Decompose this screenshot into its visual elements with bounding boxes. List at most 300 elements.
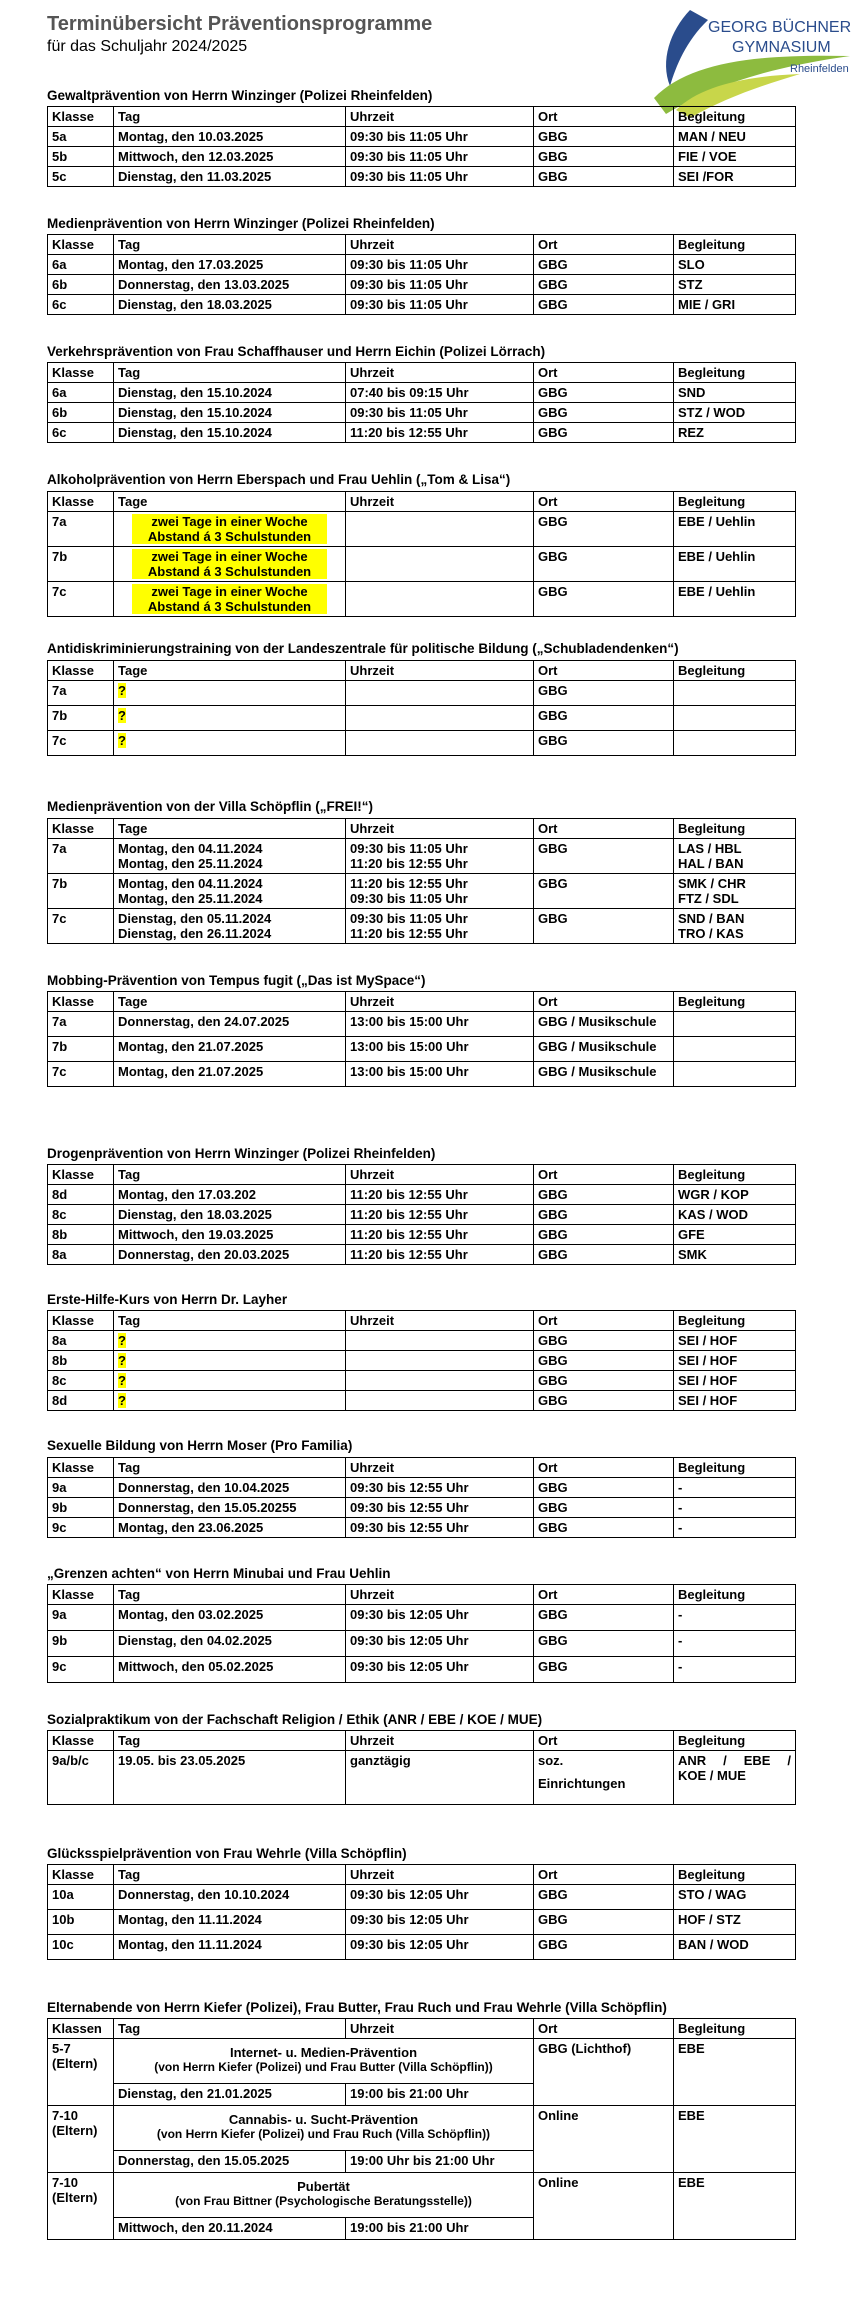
cell-klasse: 7a bbox=[48, 1012, 114, 1037]
cell-uhrzeit: 11:20 bis 12:55 Uhr bbox=[346, 1205, 534, 1225]
column-header-tag: Tag bbox=[114, 1865, 346, 1885]
cell-tag: Montag, den 17.03.202 bbox=[114, 1185, 346, 1205]
cell-tag: Montag, den 11.11.2024 bbox=[114, 1910, 346, 1935]
cell-begleitung bbox=[674, 839, 796, 874]
table-row bbox=[48, 1478, 796, 1498]
cell-uhrzeit: 09:30 bis 11:05 Uhr bbox=[346, 295, 534, 315]
table-row bbox=[48, 255, 796, 275]
cell-uhrzeit: 09:30 bis 12:55 Uhr bbox=[346, 1498, 534, 1518]
section-title: Gewaltprävention von Herrn Winzinger (Polizei Rheinfelden) bbox=[47, 88, 433, 103]
cell-tag: Dienstag, den 18.03.2025 bbox=[114, 295, 346, 315]
column-header-ort: Ort bbox=[534, 492, 674, 512]
note-line: zwei Tage in einer Woche bbox=[151, 514, 308, 529]
cell-klasse: 6b bbox=[48, 275, 114, 295]
cell-ort: GBG bbox=[534, 1885, 674, 1910]
cell-tag bbox=[114, 909, 346, 944]
unknown-date-marker: ? bbox=[118, 733, 126, 748]
cell-uhrzeit bbox=[346, 1331, 534, 1351]
highlighted-note bbox=[132, 584, 327, 614]
cell-uhrzeit: 09:30 bis 12:05 Uhr bbox=[346, 1885, 534, 1910]
column-header-uhrzeit: Uhrzeit bbox=[346, 661, 534, 681]
logo-line2: GYMNASIUM bbox=[732, 39, 831, 56]
cell-klasse: 9a bbox=[48, 1478, 114, 1498]
column-header-tag: Tag bbox=[114, 363, 346, 383]
cell-klasse: 6a bbox=[48, 255, 114, 275]
evening-row bbox=[48, 2173, 796, 2218]
cell-ort: GBG bbox=[534, 295, 674, 315]
column-header-begleitung: Begleitung bbox=[674, 661, 796, 681]
cell-tag bbox=[114, 547, 346, 582]
cell-klasse: 7c bbox=[48, 731, 114, 756]
column-header-ort: Ort bbox=[534, 1165, 674, 1185]
cell-ort: GBG bbox=[534, 1910, 674, 1935]
section-title: Drogenprävention von Herrn Winzinger (Polizei Rheinfelden) bbox=[47, 1146, 436, 1161]
table-row bbox=[48, 582, 796, 617]
cell-begleitung: SLO bbox=[674, 255, 796, 275]
cell-klasse: 8b bbox=[48, 1351, 114, 1371]
table-row bbox=[48, 1225, 796, 1245]
page-subtitle: für das Schuljahr 2024/2025 bbox=[47, 38, 248, 55]
table-row bbox=[48, 681, 796, 706]
cell-klasse: 8d bbox=[48, 1185, 114, 1205]
cell-tag: Mittwoch, den 12.03.2025 bbox=[114, 147, 346, 167]
cell-ort: GBG bbox=[534, 1605, 674, 1631]
schedule-table bbox=[47, 362, 796, 443]
table-row bbox=[48, 1185, 796, 1205]
unknown-date-marker: ? bbox=[118, 683, 126, 698]
cell-ort: GBG bbox=[534, 1391, 674, 1411]
table-row bbox=[48, 1037, 796, 1062]
cell-begleitung: - bbox=[674, 1498, 796, 1518]
cell-klasse: 8a bbox=[48, 1245, 114, 1265]
table-row bbox=[48, 1351, 796, 1371]
section-title: Medienprävention von der Villa Schöpflin („FREI!“) bbox=[47, 799, 374, 814]
cell-uhrzeit: 13:00 bis 15:00 Uhr bbox=[346, 1037, 534, 1062]
column-header-ort: Ort bbox=[534, 363, 674, 383]
column-header-uhrzeit: Uhrzeit bbox=[346, 1165, 534, 1185]
table-row bbox=[48, 1205, 796, 1225]
cell-begleitung: WGR / KOP bbox=[674, 1185, 796, 1205]
cell-ort: GBG bbox=[534, 147, 674, 167]
column-header-tag: Tage bbox=[114, 492, 346, 512]
column-header-begleitung: Begleitung bbox=[674, 235, 796, 255]
table-row bbox=[48, 1657, 796, 1683]
cell-klasse bbox=[48, 2173, 114, 2240]
note-line: zwei Tage in einer Woche bbox=[151, 584, 308, 599]
cell-klasse: 6b bbox=[48, 403, 114, 423]
cell-klasse bbox=[48, 2106, 114, 2173]
cell-ort: GBG bbox=[534, 1657, 674, 1683]
cell-uhrzeit: 09:30 bis 12:05 Uhr bbox=[346, 1605, 534, 1631]
cell-line: Montag, den 25.11.2024 bbox=[118, 891, 263, 906]
column-header-begleitung: Begleitung bbox=[674, 1585, 796, 1605]
table-row bbox=[48, 731, 796, 756]
unknown-date-marker: ? bbox=[118, 1353, 126, 1368]
cell-ort: GBG bbox=[534, 383, 674, 403]
cell-klasse: 7b bbox=[48, 547, 114, 582]
cell-klasse: 6a bbox=[48, 383, 114, 403]
evening-topic-organizer: (von Herrn Kiefer (Polizei) und Frau Ruch (Villa Schöpflin)) bbox=[156, 2127, 491, 2141]
evening-row bbox=[48, 2039, 796, 2084]
cell-ort: GBG bbox=[534, 681, 674, 706]
cell-uhrzeit: 11:20 bis 12:55 Uhr bbox=[346, 1225, 534, 1245]
cell-uhrzeit bbox=[346, 582, 534, 617]
cell-begleitung: KAS / WOD bbox=[674, 1205, 796, 1225]
column-header-uhrzeit: Uhrzeit bbox=[346, 1311, 534, 1331]
column-header-ort: Ort bbox=[534, 819, 674, 839]
cell-line: HAL / BAN bbox=[678, 856, 744, 871]
cell-begleitung: EBE bbox=[674, 2039, 796, 2106]
cell-ort: GBG / Musikschule bbox=[534, 1012, 674, 1037]
cell-begleitung: MAN / NEU bbox=[674, 127, 796, 147]
cell-klasse: 8d bbox=[48, 1391, 114, 1411]
cell-tag: Mittwoch, den 05.02.2025 bbox=[114, 1657, 346, 1683]
cell-klasse: 7a bbox=[48, 512, 114, 547]
column-header-tag: Tage bbox=[114, 992, 346, 1012]
cell-ort: GBG bbox=[534, 1371, 674, 1391]
cell-ort: GBG bbox=[534, 167, 674, 187]
table-row bbox=[48, 547, 796, 582]
schedule-table bbox=[47, 234, 796, 315]
cell-uhrzeit: 09:30 bis 12:55 Uhr bbox=[346, 1478, 534, 1498]
cell-line: Montag, den 25.11.2024 bbox=[118, 856, 263, 871]
table-row bbox=[48, 706, 796, 731]
table-header-row bbox=[48, 992, 796, 1012]
column-header-klasse: Klasse bbox=[48, 1865, 114, 1885]
column-header-klasse: Klasse bbox=[48, 1311, 114, 1331]
klasse-line: 7-10 bbox=[52, 2108, 79, 2123]
cell-ort: GBG bbox=[534, 1245, 674, 1265]
cell-begleitung: STO / WAG bbox=[674, 1885, 796, 1910]
cell-tag bbox=[114, 512, 346, 547]
cell-tag bbox=[114, 1351, 346, 1371]
schedule-table bbox=[47, 818, 796, 944]
cell-ort: GBG bbox=[534, 839, 674, 874]
cell-begleitung: SEI / HOF bbox=[674, 1391, 796, 1411]
cell-uhrzeit: 11:20 bis 12:55 Uhr bbox=[346, 1245, 534, 1265]
cell-uhrzeit: 13:00 bis 15:00 Uhr bbox=[346, 1012, 534, 1037]
cell-uhrzeit: 09:30 bis 12:55 Uhr bbox=[346, 1518, 534, 1538]
table-row bbox=[48, 1885, 796, 1910]
cell-ort: GBG / Musikschule bbox=[534, 1062, 674, 1087]
table-row bbox=[48, 295, 796, 315]
column-header-tag: Tag bbox=[114, 1731, 346, 1751]
cell-begleitung bbox=[674, 1037, 796, 1062]
cell-uhrzeit: 19:00 bis 21:00 Uhr bbox=[346, 2218, 534, 2240]
table-row bbox=[48, 909, 796, 944]
cell-uhrzeit bbox=[346, 1351, 534, 1371]
cell-begleitung: HOF / STZ bbox=[674, 1910, 796, 1935]
cell-klasse: 8a bbox=[48, 1331, 114, 1351]
cell-begleitung: MIE / GRI bbox=[674, 295, 796, 315]
schedule-table bbox=[47, 106, 796, 187]
column-header-begleitung: Begleitung bbox=[674, 2019, 796, 2039]
cell-line: TRO / KAS bbox=[678, 926, 744, 941]
cell-klasse: 9c bbox=[48, 1657, 114, 1683]
cell-begleitung: - bbox=[674, 1631, 796, 1657]
cell-tag: Dienstag, den 15.10.2024 bbox=[114, 403, 346, 423]
table-header-row bbox=[48, 1458, 796, 1478]
cell-ort: GBG bbox=[534, 403, 674, 423]
cell-tag: Dienstag, den 15.10.2024 bbox=[114, 383, 346, 403]
cell-begleitung: - bbox=[674, 1605, 796, 1631]
column-header-ort: Ort bbox=[534, 1731, 674, 1751]
cell-klasse: 9a/b/c bbox=[48, 1751, 114, 1805]
schedule-table bbox=[47, 1310, 796, 1411]
cell-ort: GBG bbox=[534, 1631, 674, 1657]
klasse-line: (Eltern) bbox=[52, 2123, 98, 2138]
cell-line: 09:30 bis 11:05 Uhr bbox=[350, 891, 468, 906]
cell-uhrzeit bbox=[346, 1371, 534, 1391]
table-row bbox=[48, 1331, 796, 1351]
cell-begleitung: - bbox=[674, 1657, 796, 1683]
column-header-begleitung: Begleitung bbox=[674, 992, 796, 1012]
table-row bbox=[48, 874, 796, 909]
cell-klasse: 9b bbox=[48, 1498, 114, 1518]
cell-ort: GBG bbox=[534, 1331, 674, 1351]
table-header-row bbox=[48, 1165, 796, 1185]
cell-tag bbox=[114, 731, 346, 756]
cell-klasse: 10c bbox=[48, 1935, 114, 1960]
cell-tag: Donnerstag, den 20.03.2025 bbox=[114, 1245, 346, 1265]
cell-line: 11:20 bis 12:55 Uhr bbox=[350, 876, 468, 891]
table-row bbox=[48, 839, 796, 874]
table-row bbox=[48, 1245, 796, 1265]
cell-klasse: 5a bbox=[48, 127, 114, 147]
cell-tag: Dienstag, den 04.02.2025 bbox=[114, 1631, 346, 1657]
cell-ort: GBG bbox=[534, 731, 674, 756]
cell-uhrzeit: 09:30 bis 12:05 Uhr bbox=[346, 1910, 534, 1935]
cell-klasse: 9b bbox=[48, 1631, 114, 1657]
cell-tag bbox=[114, 1331, 346, 1351]
cell-begleitung bbox=[674, 909, 796, 944]
cell-begleitung: - bbox=[674, 1518, 796, 1538]
cell-ort: Online bbox=[534, 2173, 674, 2240]
table-row bbox=[48, 1498, 796, 1518]
cell-uhrzeit bbox=[346, 839, 534, 874]
schedule-table bbox=[47, 1584, 796, 1683]
cell-line: Montag, den 04.11.2024 bbox=[118, 841, 263, 856]
cell-line: 09:30 bis 11:05 Uhr bbox=[350, 841, 468, 856]
section-title: „Grenzen achten“ von Herrn Minubai und Frau Uehlin bbox=[47, 1566, 391, 1581]
note-line: Abstand á 3 Schulstunden bbox=[147, 564, 312, 579]
table-row bbox=[48, 512, 796, 547]
cell-tag bbox=[114, 582, 346, 617]
column-header-uhrzeit: Uhrzeit bbox=[346, 363, 534, 383]
cell-uhrzeit bbox=[346, 909, 534, 944]
cell-begleitung bbox=[674, 706, 796, 731]
column-header-tag: Tag bbox=[114, 1585, 346, 1605]
cell-uhrzeit: 19:00 Uhr bis 21:00 Uhr bbox=[346, 2151, 534, 2173]
column-header-klasse: Klasse bbox=[48, 363, 114, 383]
cell-klasse: 5c bbox=[48, 167, 114, 187]
cell-klasse: 10a bbox=[48, 1885, 114, 1910]
klasse-line: 5-7 bbox=[52, 2041, 71, 2056]
column-header-klasse: Klasse bbox=[48, 1731, 114, 1751]
section-title: Verkehrsprävention von Frau Schaffhauser und Herrn Eichin (Polizei Lörrach) bbox=[47, 344, 546, 359]
column-header-uhrzeit: Uhrzeit bbox=[346, 1585, 534, 1605]
cell-tag: Mittwoch, den 20.11.2024 bbox=[114, 2218, 346, 2240]
evening-row bbox=[48, 2106, 796, 2151]
cell-ort bbox=[534, 1751, 674, 1805]
column-header-klasse: Klasse bbox=[48, 1585, 114, 1605]
table-header-row bbox=[48, 661, 796, 681]
cell-tag: Montag, den 17.03.2025 bbox=[114, 255, 346, 275]
cell-ort: Online bbox=[534, 2106, 674, 2173]
column-header-klasse: Klasse bbox=[48, 992, 114, 1012]
cell-klasse: 8c bbox=[48, 1205, 114, 1225]
cell-ort: GBG bbox=[534, 874, 674, 909]
cell-tag bbox=[114, 1391, 346, 1411]
evening-topic-title: Internet- u. Medien-Prävention bbox=[229, 2045, 418, 2060]
cell-ort: GBG bbox=[534, 275, 674, 295]
table-row bbox=[48, 383, 796, 403]
cell-ort: GBG bbox=[534, 1518, 674, 1538]
cell-tag: Mittwoch, den 19.03.2025 bbox=[114, 1225, 346, 1245]
cell-tag bbox=[114, 839, 346, 874]
column-header-ort: Ort bbox=[534, 1311, 674, 1331]
evening-topic bbox=[114, 2173, 534, 2218]
cell-klasse: 6c bbox=[48, 423, 114, 443]
cell-ort: GBG bbox=[534, 1225, 674, 1245]
column-header-klasse: Klasse bbox=[48, 107, 114, 127]
cell-begleitung bbox=[674, 874, 796, 909]
table-row bbox=[48, 167, 796, 187]
page-title: Terminübersicht Präventionsprogramme bbox=[47, 13, 433, 35]
cell-tag: Donnerstag, den 13.03.2025 bbox=[114, 275, 346, 295]
table-row bbox=[48, 423, 796, 443]
cell-klasse: 6c bbox=[48, 295, 114, 315]
cell-uhrzeit: 09:30 bis 12:05 Uhr bbox=[346, 1631, 534, 1657]
evening-topic bbox=[114, 2039, 534, 2084]
column-header-ort: Ort bbox=[534, 107, 674, 127]
cell-begleitung: SEI / HOF bbox=[674, 1351, 796, 1371]
table-header-row bbox=[48, 1585, 796, 1605]
cell-uhrzeit: 09:30 bis 12:05 Uhr bbox=[346, 1657, 534, 1683]
column-header-uhrzeit: Uhrzeit bbox=[346, 492, 534, 512]
cell-tag bbox=[114, 706, 346, 731]
column-header-uhrzeit: Uhrzeit bbox=[346, 107, 534, 127]
cell-begleitung: SEI /FOR bbox=[674, 167, 796, 187]
cell-klasse: 7c bbox=[48, 582, 114, 617]
evening-topic bbox=[114, 2106, 534, 2151]
cell-ort: GBG bbox=[534, 547, 674, 582]
cell-uhrzeit bbox=[346, 512, 534, 547]
schedule-table bbox=[47, 1457, 796, 1538]
cell-tag: Dienstag, den 18.03.2025 bbox=[114, 1205, 346, 1225]
schedule-table bbox=[47, 2018, 796, 2240]
cell-begleitung: SEI / HOF bbox=[674, 1371, 796, 1391]
evening-topic-organizer: (von Frau Bittner (Psychologische Beratungsstelle)) bbox=[175, 2194, 472, 2208]
section-title: Erste-Hilfe-Kurs von Herrn Dr. Layher bbox=[47, 1292, 288, 1307]
cell-tag bbox=[114, 874, 346, 909]
column-header-tag: Tag bbox=[114, 235, 346, 255]
cell-begleitung bbox=[674, 1062, 796, 1087]
cell-klasse: 8c bbox=[48, 1371, 114, 1391]
schedule-table bbox=[47, 491, 796, 617]
cell-begleitung: STZ / WOD bbox=[674, 403, 796, 423]
cell-uhrzeit: 09:30 bis 11:05 Uhr bbox=[346, 167, 534, 187]
cell-uhrzeit bbox=[346, 547, 534, 582]
cell-tag: Donnerstag, den 10.04.2025 bbox=[114, 1478, 346, 1498]
cell-begleitung: REZ bbox=[674, 423, 796, 443]
column-header-tag: Tag bbox=[114, 2019, 346, 2039]
column-header-begleitung: Begleitung bbox=[674, 492, 796, 512]
column-header-klasse: Klasse bbox=[48, 235, 114, 255]
section-title: Mobbing-Prävention von Tempus fugit („Das ist MySpace“) bbox=[47, 973, 426, 988]
cell-klasse: 8b bbox=[48, 1225, 114, 1245]
cell-begleitung: EBE / Uehlin bbox=[674, 547, 796, 582]
column-header-begleitung: Begleitung bbox=[674, 363, 796, 383]
column-header-uhrzeit: Uhrzeit bbox=[346, 992, 534, 1012]
cell-klasse: 7b bbox=[48, 1037, 114, 1062]
cell-begleitung: SND bbox=[674, 383, 796, 403]
schedule-table bbox=[47, 991, 796, 1087]
cell-begleitung: GFE bbox=[674, 1225, 796, 1245]
column-header-tag: Tag bbox=[114, 107, 346, 127]
cell-uhrzeit bbox=[346, 1391, 534, 1411]
note-line: Abstand á 3 Schulstunden bbox=[147, 599, 312, 614]
table-row bbox=[48, 1605, 796, 1631]
column-header-ort: Ort bbox=[534, 235, 674, 255]
cell-ort: GBG bbox=[534, 909, 674, 944]
unknown-date-marker: ? bbox=[118, 1393, 126, 1408]
cell-line: 11:20 bis 12:55 Uhr bbox=[350, 926, 468, 941]
cell-ort: GBG bbox=[534, 1351, 674, 1371]
column-header-tag: Tag bbox=[114, 1311, 346, 1331]
cell-uhrzeit: 09:30 bis 11:05 Uhr bbox=[346, 275, 534, 295]
cell-begleitung: STZ bbox=[674, 275, 796, 295]
cell-begleitung: - bbox=[674, 1478, 796, 1498]
section-title: Medienprävention von Herrn Winzinger (Polizei Rheinfelden) bbox=[47, 216, 435, 231]
column-header-ort: Ort bbox=[534, 2019, 674, 2039]
section-title: Sozialpraktikum von der Fachschaft Religion / Ethik (ANR / EBE / KOE / MUE) bbox=[47, 1712, 543, 1727]
cell-klasse: 7a bbox=[48, 681, 114, 706]
schedule-table bbox=[47, 1164, 796, 1265]
section-title: Antidiskriminierungstraining von der Landeszentrale für politische Bildung („Schubladendenken“) bbox=[47, 641, 679, 656]
cell-ort: GBG bbox=[534, 582, 674, 617]
unknown-date-marker: ? bbox=[118, 1373, 126, 1388]
cell-tag: Montag, den 23.06.2025 bbox=[114, 1518, 346, 1538]
klasse-line: 7-10 bbox=[52, 2175, 79, 2190]
cell-tag: Dienstag, den 11.03.2025 bbox=[114, 167, 346, 187]
column-header-begleitung: Begleitung bbox=[674, 1731, 796, 1751]
table-header-row bbox=[48, 235, 796, 255]
cell-ort: GBG bbox=[534, 423, 674, 443]
table-row bbox=[48, 147, 796, 167]
column-header-begleitung: Begleitung bbox=[674, 819, 796, 839]
table-header-row bbox=[48, 1865, 796, 1885]
table-header-row bbox=[48, 107, 796, 127]
column-header-uhrzeit: Uhrzeit bbox=[346, 1865, 534, 1885]
column-header-ort: Ort bbox=[534, 1585, 674, 1605]
cell-ort: GBG bbox=[534, 1478, 674, 1498]
column-header-begleitung: Begleitung bbox=[674, 107, 796, 127]
column-header-ort: Ort bbox=[534, 1458, 674, 1478]
table-header-row bbox=[48, 1311, 796, 1331]
table-row bbox=[48, 275, 796, 295]
column-header-tag: Tage bbox=[114, 661, 346, 681]
evening-topic-title: Cannabis- u. Sucht-Prävention bbox=[228, 2112, 419, 2127]
section-title: Glücksspielprävention von Frau Wehrle (Villa Schöpflin) bbox=[47, 1846, 407, 1861]
cell-tag: Montag, den 21.07.2025 bbox=[114, 1037, 346, 1062]
cell-uhrzeit: 09:30 bis 12:05 Uhr bbox=[346, 1935, 534, 1960]
highlighted-note bbox=[132, 514, 327, 544]
cell-uhrzeit: 19:00 bis 21:00 Uhr bbox=[346, 2084, 534, 2106]
cell-uhrzeit bbox=[346, 731, 534, 756]
column-header-tag: Tag bbox=[114, 1458, 346, 1478]
cell-line: SMK / CHR bbox=[678, 876, 746, 891]
